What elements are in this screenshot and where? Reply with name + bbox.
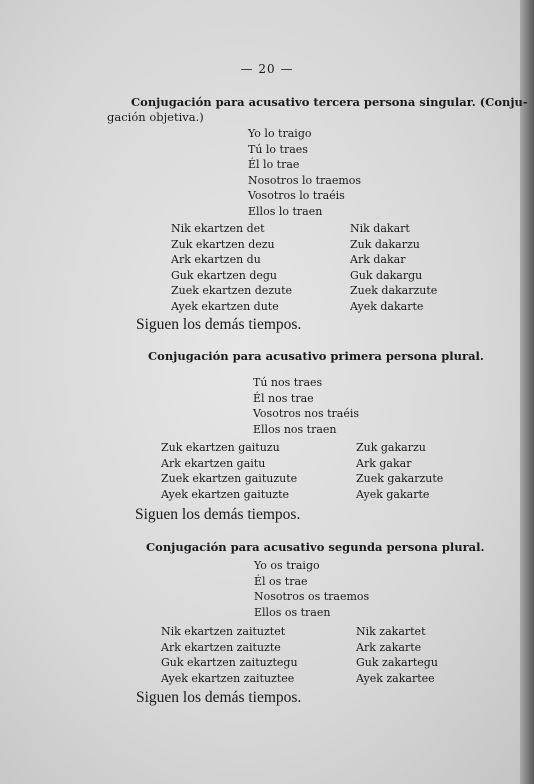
spanish-line: Ellos lo traen	[248, 204, 323, 218]
basque-line: Ark ekartzen zaituzte	[161, 640, 281, 654]
page-edge-shadow	[520, 0, 534, 784]
basque-line: Ayek gakarte	[356, 487, 430, 501]
spanish-line: Él lo trae	[248, 158, 300, 171]
section-3-basque-left	[161, 624, 298, 686]
basque-line: Ayek zakartee	[356, 671, 435, 685]
basque-line: Nik ekartzen det	[171, 222, 265, 235]
spanish-line: Vosotros nos traéis	[253, 407, 360, 420]
section-1-footer: Siguen los demás tiempos.	[136, 316, 302, 333]
section-2-basque-left	[161, 440, 297, 502]
basque-line: Ayek ekartzen zaituztee	[161, 671, 295, 685]
basque-line: Zuk dakarzu	[350, 237, 420, 251]
basque-line: Ayek ekartzen gaituzte	[161, 487, 290, 501]
basque-line: Nik zakartet	[356, 625, 426, 638]
section-2-spanish-list	[253, 375, 359, 437]
basque-line: Ark gakar	[356, 456, 412, 470]
spanish-line: Nosotros os traemos	[254, 590, 370, 603]
section-3-basque-right	[356, 624, 438, 686]
basque-line: Ark zakarte	[356, 640, 422, 654]
section-3-spanish-list	[254, 558, 369, 620]
spanish-line: Yo lo traigo	[248, 127, 312, 140]
section-2-basque-right	[356, 440, 443, 502]
spanish-line: Ellos os traen	[254, 605, 331, 619]
basque-line: Zuek gakarzute	[356, 472, 444, 485]
basque-line: Guk dakargu	[350, 268, 423, 282]
basque-line: Ark ekartzen du	[171, 253, 261, 266]
basque-line: Zuek dakarzute	[350, 284, 438, 297]
basque-line: Guk ekartzen zaituztegu	[161, 656, 298, 669]
basque-line: Guk ekartzen degu	[171, 268, 278, 282]
spanish-line: Él nos trae	[253, 391, 314, 405]
section-3-title: Conjugación para acusativo segunda persona plural.	[146, 540, 485, 554]
basque-line: Nik ekartzen zaituztet	[161, 625, 286, 638]
basque-line: Zuk ekartzen gaituzu	[161, 441, 280, 454]
basque-line: Ayek ekartzen dute	[171, 299, 279, 313]
section-3-footer: Siguen los demás tiempos.	[136, 689, 302, 706]
basque-line: Ark ekartzen gaitu	[161, 456, 266, 470]
basque-line: Zuek ekartzen gaituzute	[161, 472, 298, 485]
spanish-line: Yo os traigo	[254, 559, 320, 572]
section-1-basque-left	[171, 221, 292, 314]
page-number: — 20 —	[240, 62, 294, 76]
spanish-line: Tú lo traes	[248, 142, 308, 156]
section-2-footer: Siguen los demás tiempos.	[135, 506, 301, 523]
section-1-spanish-list	[248, 126, 361, 219]
spanish-line: Vosotros lo traéis	[248, 189, 345, 202]
spanish-line: Nosotros lo traemos	[248, 173, 362, 187]
spanish-line: Él os trae	[254, 574, 308, 588]
section-1-title-line1: Conjugación para acusativo tercera persona singular. (Conju-	[131, 95, 528, 109]
spanish-line: Tú nos traes	[253, 376, 323, 389]
basque-line: Guk zakartegu	[356, 656, 438, 669]
spanish-line: Ellos nos traen	[253, 422, 337, 436]
basque-line: Ayek dakarte	[350, 299, 424, 313]
basque-line: Zuek ekartzen dezute	[171, 284, 293, 297]
basque-line: Zuk gakarzu	[356, 441, 426, 454]
section-1-basque-right	[350, 221, 437, 314]
section-2-title: Conjugación para acusativo primera persona plural.	[148, 349, 484, 363]
basque-line: Ark dakar	[350, 253, 406, 266]
basque-line: Nik dakart	[350, 222, 410, 235]
section-1-title-line2: gación objetiva.)	[107, 110, 204, 124]
basque-line: Zuk ekartzen dezu	[171, 237, 275, 251]
